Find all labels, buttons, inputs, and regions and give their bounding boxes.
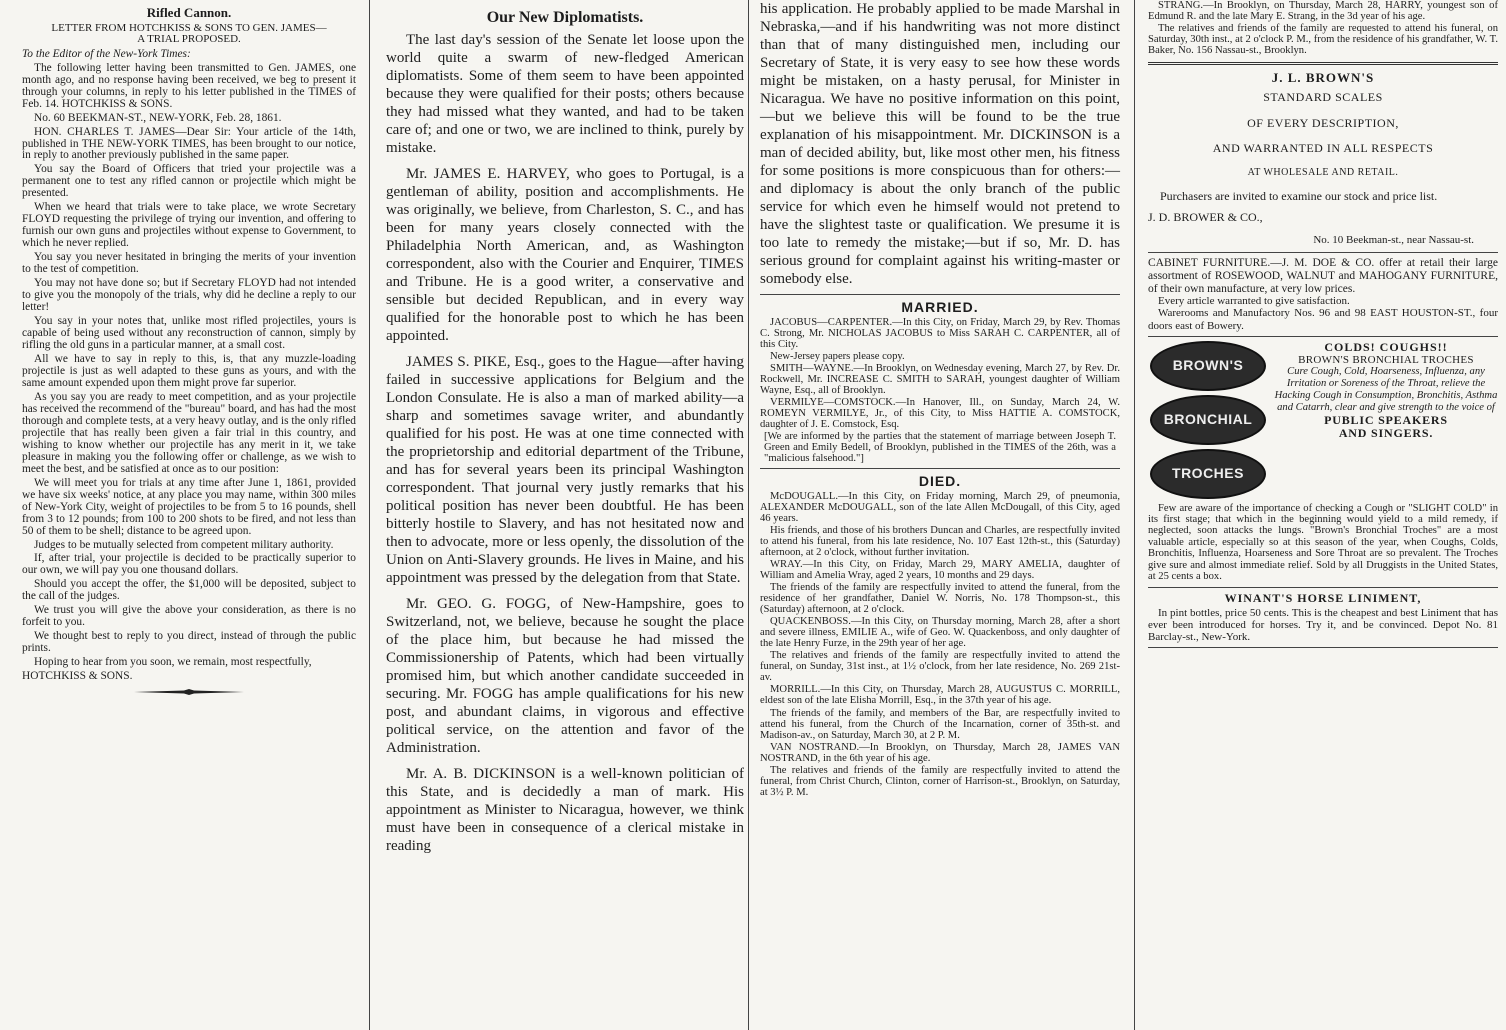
paragraph: We trust you will give the above your consideration, as there is no forfeit to you.	[22, 604, 356, 629]
article-title: Our New Diplomatists.	[486, 9, 644, 26]
troches-advertisement	[1148, 341, 1498, 583]
column-rule	[1134, 0, 1135, 1030]
married-notices	[760, 317, 1120, 464]
paragraph: We will meet you for trials at any time after June 1, 1861, provided we have six weeks' notice, at any place you may name, within 300 miles of New-York City, weight of projectiles to be from 5 to 16 pounds, shell from 3 to 12 pounds; from 100 to 200 shots to be fired, and not less than 50 of them to be shell; distance to be agreed upon.	[22, 476, 356, 537]
paragraph: As you say you are ready to meet competition, and as your projectile has received the recommend of the "bureau" board, and has had the most thorough and complete tests, at a very heavy outlay, and is the only rifled projectile that has really been given a fair trial in this country, and wishing to know whether our projectile has any merit in it, we take pleasure in making you the following offer or challenge, as we wish to meet the best, and be satisfied at once as to our position:	[22, 390, 356, 475]
paragraph: Mr. JAMES E. HARVEY, who goes to Portugal, is a gentleman of ability, position and accomplishments. He was originally, we believe, from Charleston, S. C., and has been for many years closely connected with the Philadelphia North American, and, as Washington correspondent, also with the Courier and Enquirer, TIMES and Tribune. He is a good writer, a conservative and sensible but decided Republican, and in every way qualified for the honorable post to which he has been appointed.	[386, 166, 744, 345]
troches-oval: BRONCHIAL	[1150, 395, 1266, 445]
section-rule	[1148, 647, 1498, 648]
section-rule	[760, 294, 1120, 295]
paragraph: SMITH—WAYNE.—In Brooklyn, on Wednesday evening, March 27, by Rev. Dr. Rockwell, Mr. INCREASE C. SMITH to SARAH, youngest daughter of William Wayne, Esq., all of Brooklyn.	[760, 363, 1120, 397]
ad-body: Cure Cough, Cold, Hoarseness, Influenza, any Irritation or Soreness of the Throat, relieve the Hacking Cough in Consumption, Bronchitis, Asthma and Catarrh, clear and give strength to the voice of	[1274, 366, 1498, 413]
ad-title: WINANT'S HORSE LINIMENT,	[1224, 590, 1422, 605]
ad-subtitle: BROWN'S BRONCHIAL TROCHES	[1298, 354, 1474, 367]
paragraph: JACOBUS—CARPENTER.—In this City, on Friday, March 29, by Rev. Thomas C. Strong, Mr. NICHOLAS JACOBUS to Miss SARAH C. CARPENTER, all of this City.	[760, 317, 1120, 351]
scales-advertisement	[1148, 71, 1498, 246]
column-rule	[748, 0, 749, 1030]
paragraph: QUACKENBOSS.—In this City, on Thursday morning, March 28, after a short and severe illness, EMILIE A., wife of Geo. W. Quackenboss, and only daughter of the late Henry Furze, in the 29th year of her age.	[760, 616, 1120, 650]
paragraph: The relatives and friends of the family are respectfully invited to attend the funeral, from Christ Church, Clinton, corner of Harrison-st., Brooklyn, on Saturday, at 3½ P. M.	[760, 764, 1120, 798]
column-rule	[369, 0, 370, 1030]
paragraph: You say you never hesitated in bringing the merits of your invention to the test of competition.	[22, 251, 356, 276]
paragraph: Mr. GEO. G. FOGG, of New-Hampshire, goes to Switzerland, not, we believe, because he sought the place of the place him, but because he had missed the Commissionership of Patents, which had been virtually promised him, but which another candidate succeeded in securing. Mr. FOGG has ample qualifications for his new post, and abundant claims, in vigorous and effective political service, on the attention and favor of the Administration.	[386, 596, 744, 757]
section-rule	[1148, 587, 1498, 588]
signature: HOTCHKISS & SONS.	[22, 670, 133, 683]
separator-ornament	[134, 689, 244, 695]
paragraph: HON. CHARLES T. JAMES—Dear Sir: Your article of the 14th, published in THE NEW-YORK TIMES, has been brought to our notice, in reply to another previously published in the same paper.	[22, 125, 356, 162]
ad-body: In pint bottles, price 50 cents. This is the cheapest and best Liniment that has ever been introduced for horses. Try it, and be convinced. Depot No. 81 Barclay-st., New-York.	[1148, 606, 1498, 644]
section-rule	[1148, 62, 1498, 65]
liniment-advertisement	[1148, 592, 1498, 643]
paragraph: [We are informed by the parties that the statement of marriage between Joseph T. Green and Emily Bedell, of Brooklyn, published in the TIMES of the 26th, was a "malicious falsehood."]	[764, 431, 1116, 465]
ad-line: AND WARRANTED IN ALL RESPECTS	[1212, 140, 1434, 155]
paragraph: The relatives and friends of the family are requested to attend his funeral, on Saturday, 30th inst., at 2 o'clock P. M., from the residence of his grandfather, W. T. Baker, No. 156 Nassau-st., Brooklyn.	[1148, 23, 1498, 57]
paragraph: No. 60 BEEKMAN-ST., NEW-YORK, Feb. 28, 1861.	[34, 111, 282, 124]
ad-title: COLDS! COUGHS!!	[1324, 339, 1448, 354]
paragraph: VAN NOSTRAND.—In Brooklyn, on Thursday, March 28, JAMES VAN NOSTRAND, in the 6th year of his age.	[760, 741, 1120, 764]
section-rule	[1148, 252, 1498, 253]
paragraph: STRANG.—In Brooklyn, on Thursday, March 28, HARRY, youngest son of Edmund R. and the late Mary E. Strang, in the 3d year of his age.	[1148, 0, 1498, 23]
paragraph: WRAY.—In this City, on Friday, March 29, MARY AMELIA, daughter of William and Amelia Wray, aged 2 years, 10 months and 29 days.	[760, 559, 1120, 582]
article-body	[22, 63, 356, 670]
paragraph: The relatives and friends of the family are respectfully invited to attend the funeral, on Sunday, 31st inst., at 1½ o'clock, from her late residence, No. 269 21st-av.	[760, 650, 1120, 684]
paragraph: Judges to be mutually selected from competent military authority.	[34, 538, 334, 551]
ad-title: J. L. BROWN'S	[1271, 70, 1375, 86]
paragraph: The friends of the family are respectfully invited to attend the funeral, from the residence of her grandfather, Daniel W. Norris, No. 178 Thompson-st., this (Saturday) afternoon, at 2 o'clock.	[760, 582, 1120, 616]
ad-tagline: AND SINGERS.	[1338, 426, 1434, 441]
section-rule	[760, 468, 1120, 469]
ad-address: No. 10 Beekman-st., near Nassau-st.	[1313, 234, 1474, 247]
paragraph: JAMES S. PIKE, Esq., goes to the Hague—after having failed in successive applications for Belgium and the London Consulate. He is also a man of marked ability—a sharp and sometimes savage writer, and abundantly qualified for his post. He was at one time connected with the proprietorship and editorial department of the Tribune, and has for several years been its principal Washington correspondent. That journal very justly remarks that his political position has never been doubtful. He has been bitterly hostile to Slavery, and has not hesitated now and then to advocate, more or less openly, the dissolution of the Union on Anti-Slavery grounds. He lives in Maine, and his appointment was pressed by the delegation from that State.	[386, 354, 744, 587]
paragraph: The friends of the family, and members of the Bar, are respectfully invited to attend his funeral, from the Church of the Incarnation, corner of 35th-st. and Madison-av., on Saturday, March 30, at 2 P. M.	[760, 707, 1120, 741]
ad-body: Warerooms and Manufactory Nos. 96 and 98 EAST HOUSTON-ST., four doors east of Bowery.	[1148, 307, 1498, 332]
paragraph: McDOUGALL.—In this City, on Friday morning, March 29, of pneumonia, ALEXANDER McDOUGALL, son of the late Allen McDougall, of this City, aged 46 years.	[760, 491, 1120, 525]
article-subtitle: A TRIAL PROPOSED.	[137, 33, 241, 46]
ad-line: STANDARD SCALES	[1263, 90, 1383, 105]
paragraph: The last day's session of the Senate let loose upon the world quite a swarm of new-fledged American diplomatists. Some of them seem to have been appointed because they were qualified for their posts; others because they had missed what they wanted, and had to be taken care of; and one or two, we are inclined to think, purely by mistake.	[386, 32, 744, 157]
column-notices	[750, 0, 1134, 1030]
section-rule	[1148, 336, 1498, 337]
paragraph: MORRILL.—In this City, on Thursday, March 28, AUGUSTUS C. MORRILL, eldest son of the late Elisha Morrill, Esq., in the 37th year of his age.	[760, 684, 1120, 707]
paragraph: VERMILYE—COMSTOCK.—In Hanover, Ill., on Sunday, March 24, W. ROMEYN VERMILYE, Jr., of this City, to Miss HATTIE A. COMSTOCK, daughter of J. E. Comstock, Esq.	[760, 397, 1120, 431]
paragraph: You may not have done so; but if Secretary FLOYD had not intended to give you the monopoly of the trials, why did he decline a reply to our letter!	[22, 277, 356, 314]
ad-firm: J. D. BROWER & CO.,	[1148, 210, 1263, 225]
paragraph: You say the Board of Officers that tried your projectile was a permanent one to test any rifled cannon or projectile which might be presented.	[22, 163, 356, 200]
paragraph: When we heard that trials were to take place, we wrote Secretary FLOYD requesting the privilege of trying our invention, and offering to furnish our own guns and projectiles without expense to Government, to which he never replied.	[22, 201, 356, 250]
article-address: To the Editor of the New-York Times:	[22, 47, 191, 60]
column-diplomatists	[374, 0, 752, 1030]
death-notices-continued	[1148, 0, 1498, 56]
furniture-advertisement	[1148, 257, 1498, 331]
ad-body: Few are aware of the importance of checking a Cough or "SLIGHT COLD" in its first stage; that which in the beginning would yield to a mild remedy, if neglected, soon attacks the lungs. "Brown's Bronchial Troches" are a most valuable article, especially so at this season of the year, when Coughs, Colds, Bronchitis, Influenza, Hoarseness and Sore Throat are so prevalent. The Troches give sure and almost immediate relief. Sold by all Druggists in the United States, at 25 cents a box.	[1148, 502, 1498, 583]
troches-logo	[1148, 341, 1268, 499]
article-body	[386, 31, 744, 855]
died-heading: DIED.	[918, 473, 962, 490]
ad-body: Purchasers are invited to examine our stock and price list.	[1160, 188, 1438, 203]
paragraph: All we have to say in reply to this, is, that any muzzle-loading projectile is just as well adapted to these guns as yours, and with the same amount expended upon them might prove far superior.	[22, 352, 356, 389]
paragraph: New-Jersey papers please copy.	[770, 351, 905, 363]
ad-line: AT WHOLESALE AND RETAIL.	[1247, 166, 1399, 178]
column-advertisements	[1136, 0, 1506, 1030]
article-title: Rifled Cannon.	[146, 5, 232, 20]
ad-tagline: PUBLIC SPEAKERS	[1324, 412, 1448, 427]
death-notices	[760, 491, 1120, 797]
ad-body: CABINET FURNITURE.—J. M. DOE & CO. offer at retail their large assortment of ROSEWOOD, WALNUT and MAHOGANY FURNITURE, of their own manufacture, at very low prices.	[1148, 257, 1498, 295]
paragraph: Mr. A. B. DICKINSON is a well-known politician of this State, and is decidedly a man of mark. His appointment as Minister to Nicaragua, however, we think must have been in consequence of a clerical mistake in reading	[386, 766, 744, 855]
paragraph: The following letter having been transmitted to Gen. JAMES, one month ago, and no response having been received, we beg to present it through your columns, in reply to his letter published in the TIMES of Feb. 14. HOTCHKISS & SONS.	[22, 61, 356, 110]
paragraph: We thought best to reply to you direct, instead of through the public prints.	[22, 630, 356, 655]
paragraph: Should you accept the offer, the $1,000 will be deposited, subject to the call of the judges.	[22, 578, 356, 603]
married-heading: MARRIED.	[901, 299, 979, 315]
paragraph: Hoping to hear from you soon, we remain, most respectfully,	[34, 656, 312, 669]
article-continuation: his application. He probably applied to be made Marshal in Nebraska,—and if his handwriting was not more distinct than that of many distinguished men, including our Secretary of State, it is very easy to see how these words might be mistaken, on a hasty perusal, for Minister in Nicaragua. We have no positive information on this point,—but we believe this will be found to be the true explanation of his misappointment. Mr. DICKINSON is a man of decided ability, but, like most other men, his fitness for some positions is more conspicuous than for others:—and diplomacy is about the only branch of the public service for which even he himself would not pretend to have the slightest taste or qualification. We presume it is too late to remedy the mistake;—but if so, Mr. D. has serious ground for complaint against his writing-master or somebody else.	[760, 1, 1120, 287]
article-subtitle: LETTER FROM HOTCHKISS & SONS TO GEN. JAMES—	[51, 21, 327, 34]
paragraph: His friends, and those of his brothers Duncan and Charles, are respectfully invited to attend his funeral, from his late residence, No. 107 East 12th-st., this (Saturday) afternoon, at 2 o'clock, without further invitation.	[760, 525, 1120, 559]
paragraph: You say in your notes that, unlike most rifled projectiles, yours is capable of being used without any reconstruction of cannon, simply by rifling the old guns in a particular manner, at a small cost.	[22, 315, 356, 352]
ad-body: Every article warranted to give satisfaction.	[1158, 295, 1350, 308]
troches-oval: TROCHES	[1150, 449, 1266, 499]
column-rifled-cannon	[0, 0, 366, 1030]
troches-oval: BROWN'S	[1150, 341, 1266, 391]
paragraph: If, after trial, your projectile is decided to be practically superior to our own, we will pay you one thousand dollars.	[22, 552, 356, 577]
ad-line: OF EVERY DESCRIPTION,	[1247, 115, 1399, 130]
